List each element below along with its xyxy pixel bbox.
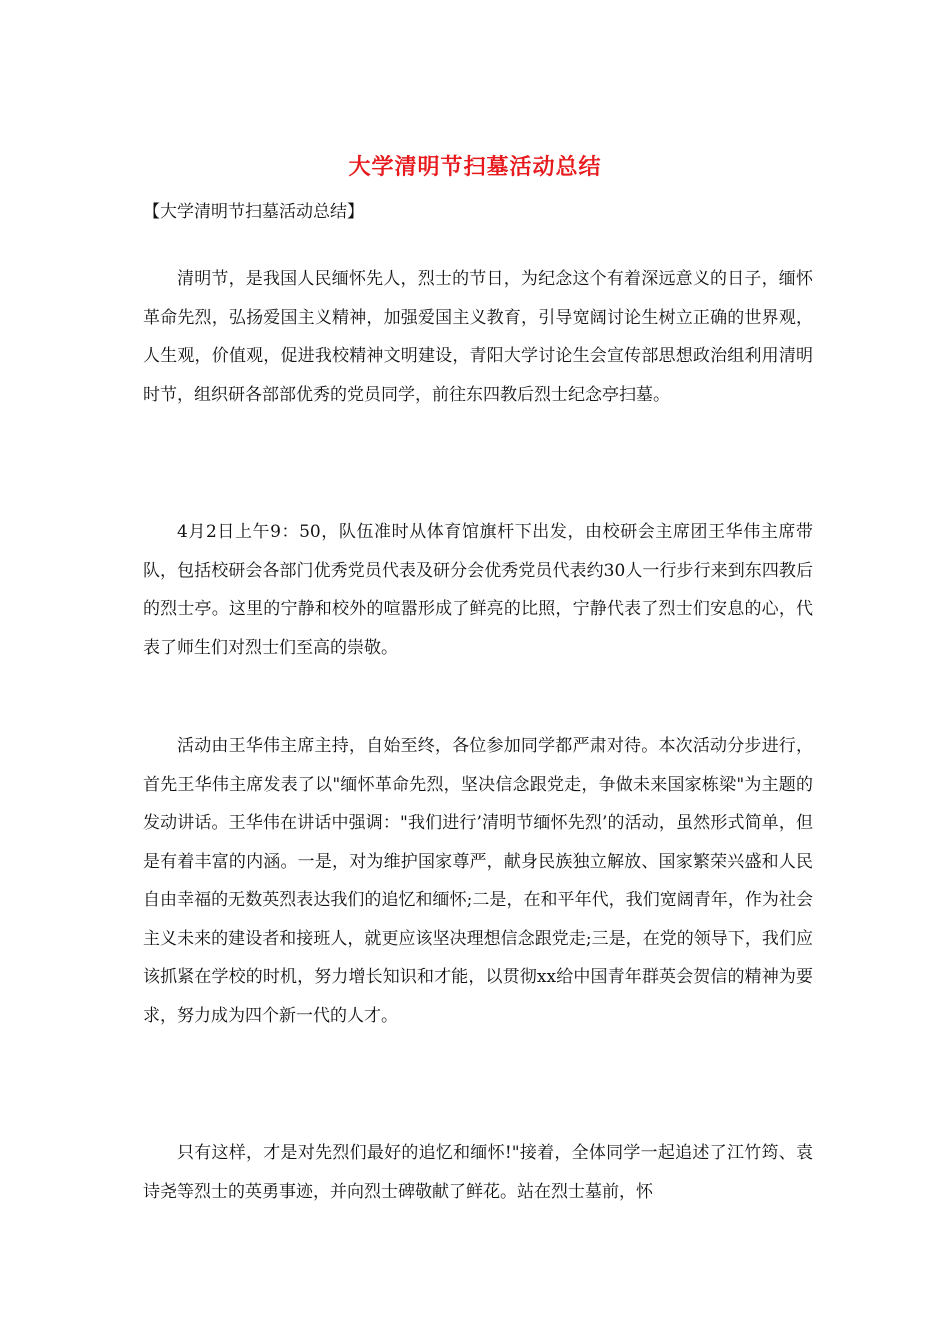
paragraph-text: 清明节，是我国人民缅怀先人，烈士的节日，为纪念这个有着深远意义的日子，缅怀革命先烈，弘扬爱国主义精神，加强爱国主义教育，引导宽阔讨论生树立正确的世界观，人生观，价值观，促进我校精神文明建设，青阳大学讨论生会宣传部思想政治组利用清明时节，组织研各部部优秀的党员同学，前往东四教后烈士纪念亭扫墓。: [143, 269, 813, 405]
paragraph-text: 只有这样，才是对先烈们最好的追忆和缅怀!"接着，全体同学一起追述了江竹筠、袁诗尧等烈士的英勇事迹，并向烈士碑敬献了鲜花。站在烈士墓前，怀: [143, 1143, 813, 1202]
paragraph-4: [143, 1134, 813, 1211]
paragraph-1: [143, 260, 813, 414]
paragraph-2: [143, 513, 813, 667]
paragraph-3: [143, 727, 813, 1035]
paragraph-text: 4月2日上午9：50，队伍准时从体育馆旗杆下出发，由校研会主席团王华伟主席带队，包括校研会各部门优秀党员代表及研分会优秀党员代表约30人一行步行来到东四教后的烈士亭。这里的宁静和校外的喧嚣形成了鲜亮的比照，宁静代表了烈士们安息的心，代表了师生们对烈士们至高的崇敬。: [143, 522, 813, 658]
document-subtitle: 【大学清明节扫墓活动总结】: [143, 202, 364, 222]
paragraph-text: 活动由王华伟主席主持，自始至终，各位参加同学都严肃对待。本次活动分步进行，首先王华伟主席发表了以"缅怀革命先烈，坚决信念跟党走，争做未来国家栋梁"为主题的发动讲话。王华伟在讲话中强调："我们进行’清明节缅怀先烈’的活动，虽然形式简单，但是有着丰富的内涵。一是，对为维护国家尊严，献身民族独立解放、国家繁荣兴盛和人民自由幸福的无数英烈表达我们的追忆和缅怀;二是，在和平年代，我们宽阔青年，作为社会主义未来的建设者和接班人，就更应该坚决理想信念跟党走;三是，在党的领导下，我们应该抓紧在学校的时机，努力增长知识和才能，以贯彻xx给中国青年群英会贺信的精神为要求，努力成为四个新一代的人才。: [143, 736, 813, 1026]
document-title: 大学清明节扫墓活动总结: [348, 154, 602, 180]
